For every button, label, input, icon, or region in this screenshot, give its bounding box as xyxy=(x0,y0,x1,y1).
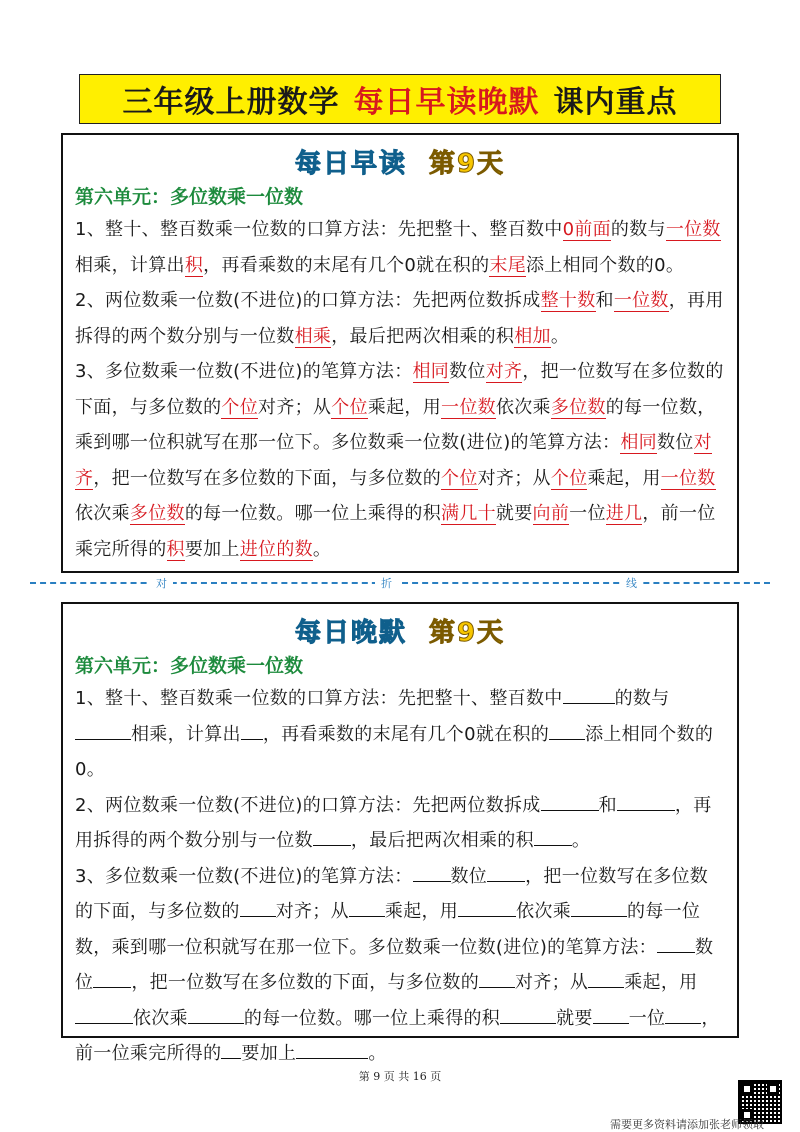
answer: 对齐 xyxy=(75,432,712,489)
evening-unit-heading: 第六单元：多位数乘一位数 xyxy=(75,655,304,677)
blank[interactable] xyxy=(458,896,516,917)
evening-dictation-box xyxy=(61,602,739,1064)
morning-title-text: 每日早读 xyxy=(294,149,407,179)
morning-point-1: 1、整十、整百数乘一位数的口算方法：先把整十、整百数中0前面的数与一位数相乘，计算出积，再看乘数的末尾有几个0就在积的末尾添上相同个数的0。 xyxy=(75,219,721,276)
banner-topic: 课内重点 xyxy=(553,85,678,120)
blank[interactable] xyxy=(75,1003,133,1024)
blank[interactable] xyxy=(549,719,585,740)
answer: 末尾 xyxy=(489,254,526,276)
evening-point-1: 1、整十、整百数乘一位数的口算方法：先把整十、整百数中 的数与相乘，计算出 ，再看乘数的末尾有几个0就在积的 添上相同个数的0。 xyxy=(75,681,725,788)
answer: 进位的数 xyxy=(239,538,313,560)
blank[interactable] xyxy=(500,1003,556,1024)
blank[interactable] xyxy=(657,932,695,953)
answer: 相同 xyxy=(412,361,450,382)
answer: 个位 xyxy=(550,467,588,489)
answer: 个位 xyxy=(221,396,259,418)
fold-label: 折 xyxy=(375,575,398,591)
answer: 0前面 xyxy=(562,219,611,240)
blank[interactable] xyxy=(665,1003,701,1024)
answer: 满几十 xyxy=(441,503,496,524)
fold-label: 线 xyxy=(620,575,643,591)
answer: 相加 xyxy=(514,325,551,347)
blank[interactable] xyxy=(349,896,385,917)
fold-label: 对 xyxy=(150,575,173,591)
answer: 对齐 xyxy=(485,361,523,382)
blank[interactable] xyxy=(413,861,451,882)
answer: 相同 xyxy=(620,432,657,453)
blank[interactable] xyxy=(534,825,572,846)
blank[interactable] xyxy=(296,1038,368,1059)
answer: 多位数 xyxy=(129,503,185,524)
morning-point-2: 2、两位数乘一位数(不进位)的口算方法：先把两位数拆成整十数和一位数，再用拆得的两个数分别与一位数相乘，最后把两次相乘的积相加。 xyxy=(75,290,724,347)
answer: 一位数 xyxy=(660,467,716,489)
morning-reading-box xyxy=(61,133,739,573)
blank[interactable] xyxy=(571,896,627,917)
blank[interactable] xyxy=(188,1003,244,1024)
morning-point-3: 3、多位数乘一位数(不进位)的笔算方法：相同数位对齐，把一位数写在多位数的下面，与多位数的个位对齐；从个位乘起，用一位数依次乘多位数的每一位数，乘到哪一位积就写在那一位下。多位数乘一位数(进位)的笔算方法：相同数位对齐，把一位数写在多位数的下面，与多位数的个位对齐；从个位乘起，用一位数依次乘多位数的每一位数。哪一位上乘得的积满几十就要向前一位进几，前一位乘完所得的积要加上进位的数。 xyxy=(75,361,724,560)
blank[interactable] xyxy=(313,825,351,846)
blank[interactable] xyxy=(221,1038,241,1059)
morning-title xyxy=(75,143,725,180)
blank[interactable] xyxy=(593,1003,629,1024)
blank[interactable] xyxy=(240,896,276,917)
answer: 个位 xyxy=(331,396,368,418)
header-banner xyxy=(79,74,721,124)
blank[interactable] xyxy=(588,967,624,988)
answer: 向前 xyxy=(532,503,570,524)
blank[interactable] xyxy=(541,790,599,811)
answer: 相乘 xyxy=(294,325,332,347)
fold-line xyxy=(30,577,770,596)
evening-point-2: 2、两位数乘一位数(不进位)的口算方法：先把两位数拆成 和 ，再用拆得的两个数分别与一位数 ，最后把两次相乘的积 。 xyxy=(75,788,725,859)
answer: 积 xyxy=(166,538,185,560)
evening-title-text: 每日晚默 xyxy=(294,618,407,648)
answer: 一位数 xyxy=(665,219,721,240)
blank[interactable] xyxy=(75,719,131,740)
answer: 一位数 xyxy=(613,290,669,311)
blank[interactable] xyxy=(241,719,263,740)
page-number: 第 9 页 共 16 页 xyxy=(358,1070,442,1083)
promo-text: 需要更多资料请添加张老师领取 xyxy=(610,1118,764,1131)
blank[interactable] xyxy=(563,683,615,704)
blank[interactable] xyxy=(487,861,525,882)
banner-grade: 三年级上册数学 xyxy=(122,85,340,120)
morning-day: 第9天 xyxy=(428,149,506,179)
evening-title xyxy=(75,612,725,649)
answer: 个位 xyxy=(441,467,478,489)
answer: 多位数 xyxy=(550,396,606,418)
answer: 一位数 xyxy=(441,396,496,418)
evening-day: 第9天 xyxy=(428,618,506,648)
banner-series: 每日早读晚默 xyxy=(353,85,540,120)
answer: 整十数 xyxy=(540,290,596,311)
blank[interactable] xyxy=(479,967,515,988)
answer: 进几 xyxy=(605,503,643,524)
morning-unit-heading: 第六单元：多位数乘一位数 xyxy=(75,186,304,208)
blank[interactable] xyxy=(93,967,131,988)
evening-point-3: 3、多位数乘一位数(不进位)的笔算方法： 数位 ，把一位数写在多位数的下面，与多位数的 对齐；从 乘起，用 依次乘 的每一位数，乘到哪一位积就写在那一位下。多位数乘一位数(进位)的笔算方法： 数位 ，把一位数写在多位数的下面，与多位数的 对齐；从 乘起，用依次乘 的每一位数。哪一位上乘得的积 就要 一位 ，前一位乘完所得的 要加上 。 xyxy=(75,859,725,1072)
answer: 积 xyxy=(184,254,204,276)
blank[interactable] xyxy=(617,790,675,811)
